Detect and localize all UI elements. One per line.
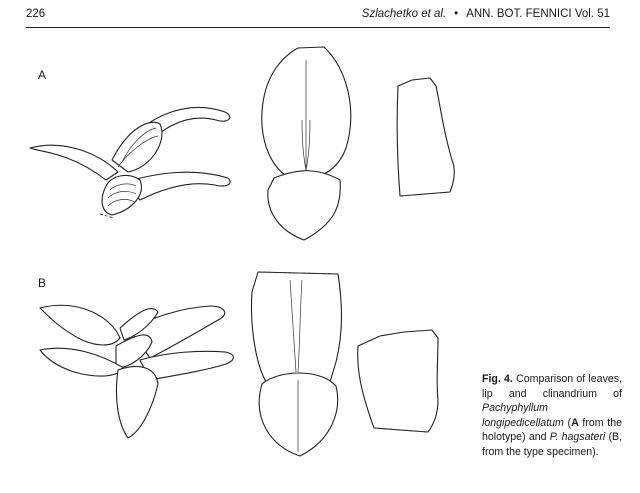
panel-label-b: B xyxy=(38,276,47,290)
caption-text: Comparison of leaves, lip and clinandrium of xyxy=(482,373,623,400)
caption-text: ( xyxy=(563,416,572,429)
running-head-journal: ANN. BOT. FENNICI Vol. 51 xyxy=(466,8,610,20)
caption-species-2: P. hagsateri xyxy=(549,431,606,444)
figure-caption xyxy=(482,372,622,460)
lip-drawing-a xyxy=(262,47,351,240)
caption-species-1: Pachyphyllum longipedicellatum xyxy=(482,402,564,429)
caption-figure-number: Fig. 4. xyxy=(482,373,513,385)
leaves-drawing-a xyxy=(30,108,230,218)
panel-label-a: A xyxy=(38,68,47,82)
caption-ref-a: A xyxy=(571,416,579,429)
clinandrium-drawing-a xyxy=(397,78,454,196)
running-head-authors: Szlachetko et al. xyxy=(361,8,447,20)
lip-drawing-b xyxy=(252,272,342,456)
page-number: 226 xyxy=(26,8,46,20)
caption-text: (B, from the type specimen). xyxy=(482,431,622,458)
clinandrium-drawing-b xyxy=(358,330,438,432)
caption-text: from the holotype) and xyxy=(482,416,622,444)
leaves-drawing-b xyxy=(40,305,233,438)
running-head-separator: • xyxy=(454,8,459,20)
